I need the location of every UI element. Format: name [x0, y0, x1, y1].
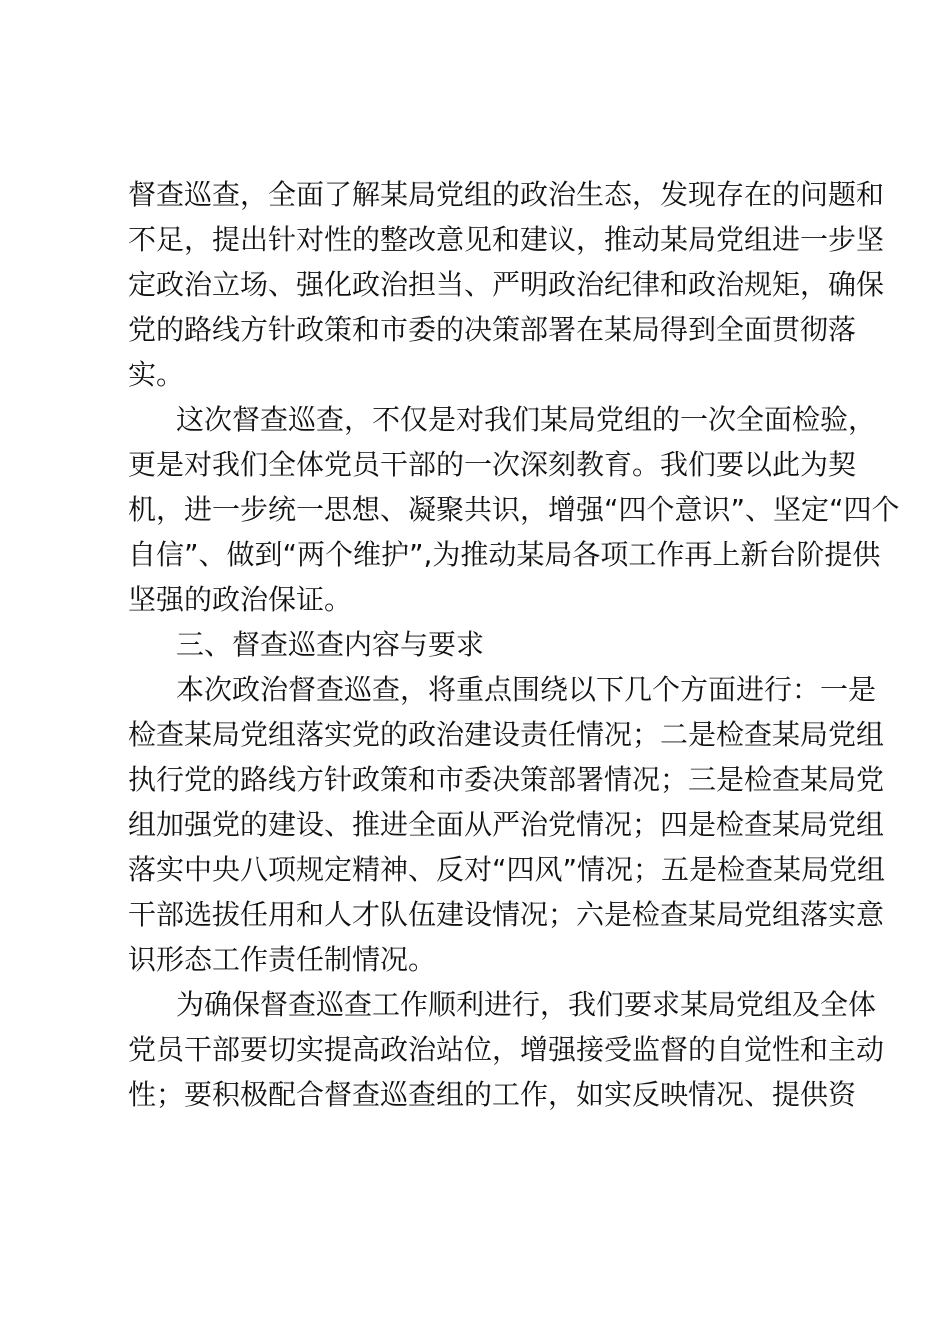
text-line: 本次政治督查巡查，将重点围绕以下几个方面进行：一是: [176, 673, 877, 706]
text-line: 这次督查巡查，不仅是对我们某局党组的一次全面检验，: [176, 403, 877, 436]
text-line: 落实中央八项规定精神、反对“四风”情况；五是检查某局党组: [128, 853, 886, 886]
text-line: 自信”、做到“两个维护”,为推动某局各项工作再上新台阶提供: [128, 538, 881, 571]
text-line: 执行党的路线方针政策和市委决策部署情况；三是检查某局党: [128, 763, 885, 796]
text-line: 机，进一步统一思想、凝聚共识，增强“四个意识”、坚定“四个: [128, 493, 900, 526]
text-line: 实。: [128, 358, 185, 391]
text-line: 坚强的政治保证。: [128, 583, 353, 616]
text-line: 不足，提出针对性的整改意见和建议，推动某局党组进一步坚: [128, 223, 885, 256]
text-line: 性；要积极配合督查巡查组的工作，如实反映情况、提供资: [128, 1078, 857, 1111]
text-line: 干部选拔任用和人才队伍建设情况；六是检查某局党组落实意: [128, 898, 885, 931]
text-line: 更是对我们全体党员干部的一次深刻教育。我们要以此为契: [128, 448, 857, 481]
text-line: 识形态工作责任制情况。: [128, 943, 437, 976]
text-line: 党员干部要切实提高政治站位，增强接受监督的自觉性和主动: [128, 1033, 885, 1066]
text-line: 定政治立场、强化政治担当、严明政治纪律和政治规矩，确保: [128, 268, 885, 301]
text-line: 检查某局党组落实党的政治建设责任情况；二是检查某局党组: [128, 718, 885, 751]
text-line: 组加强党的建设、推进全面从严治党情况；四是检查某局党组: [128, 808, 885, 841]
section-heading: 三、督查巡查内容与要求: [176, 628, 485, 661]
text-line: 为确保督查巡查工作顺利进行，我们要求某局党组及全体: [176, 988, 877, 1021]
text-line: 党的路线方针政策和市委的决策部署在某局得到全面贯彻落: [128, 313, 857, 346]
text-line: 督查巡查，全面了解某局党组的政治生态，发现存在的问题和: [128, 178, 885, 211]
